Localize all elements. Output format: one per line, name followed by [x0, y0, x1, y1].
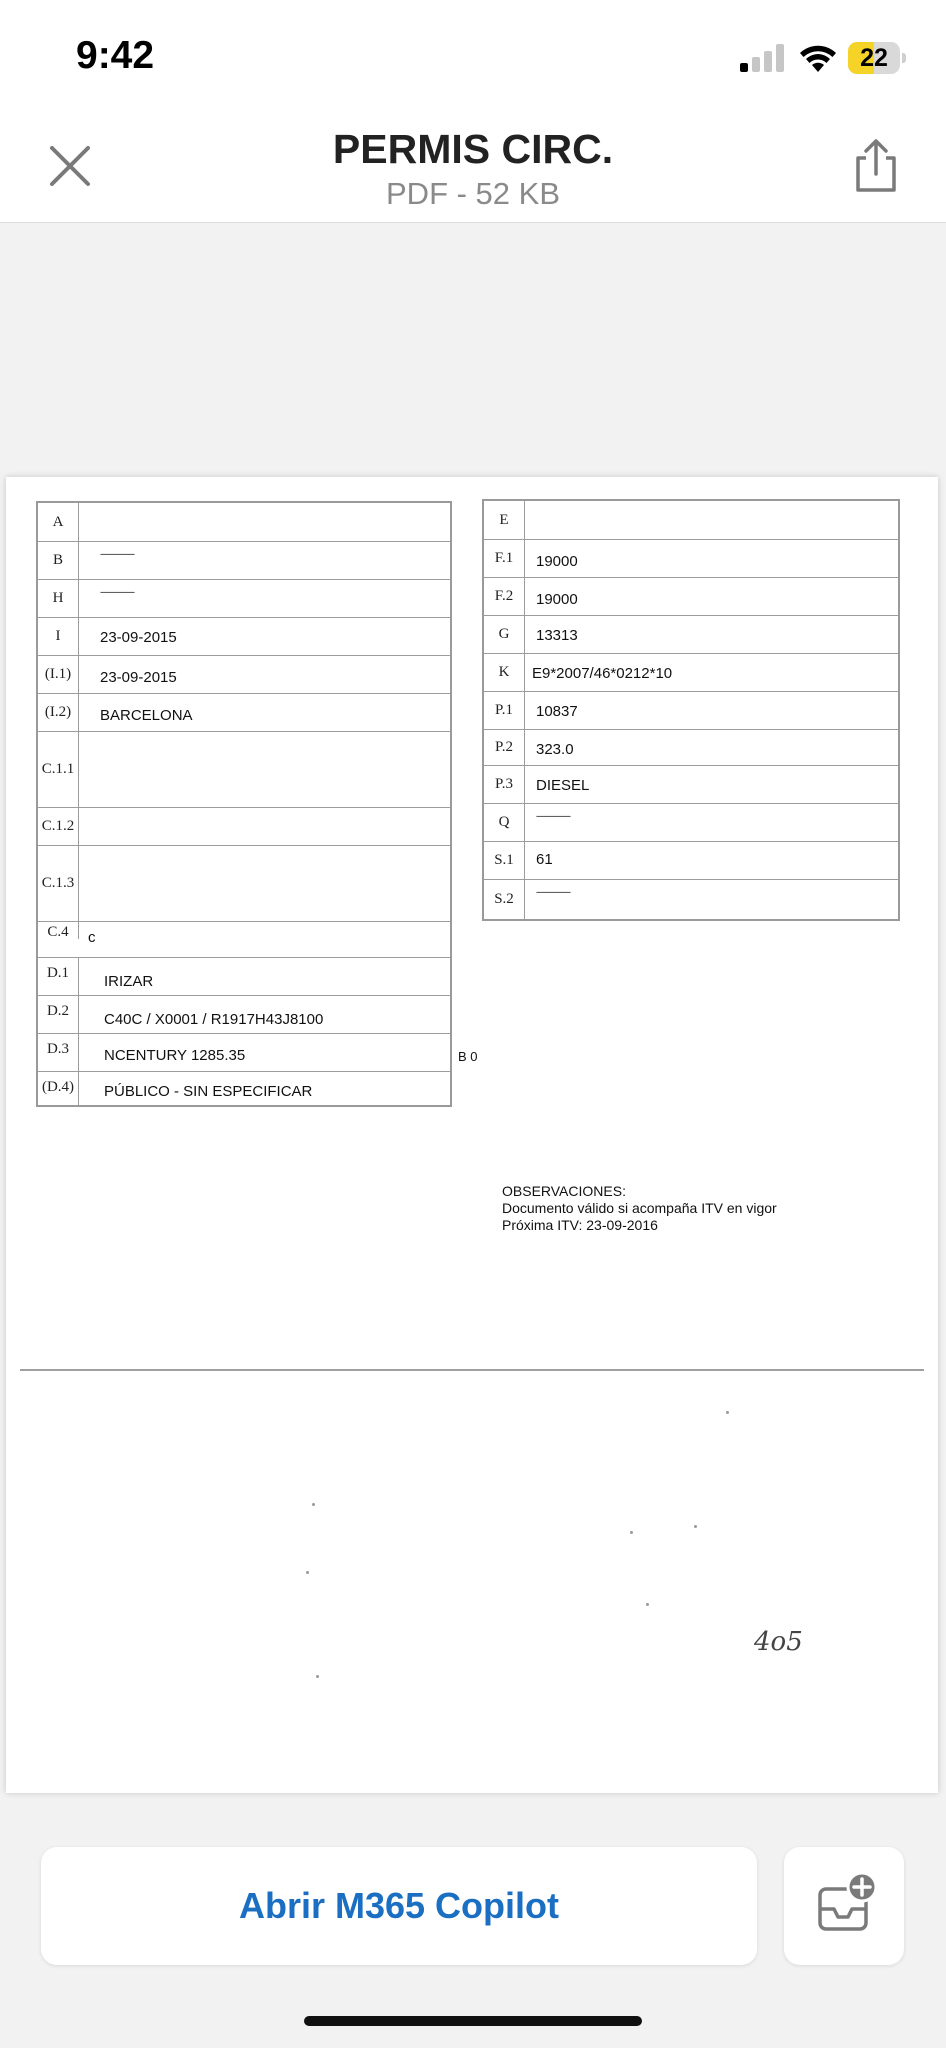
field-row [484, 841, 898, 880]
field-row [38, 579, 450, 618]
status-bar [0, 0, 946, 110]
field-value: C40C / X0001 / R1917H43J8100 [104, 1011, 324, 1028]
field-row [38, 957, 450, 996]
field-row [38, 807, 450, 846]
field-value: IRIZAR [104, 973, 154, 990]
field-code: C.1.3 [38, 845, 79, 921]
field-value: 23-09-2015 [100, 629, 177, 646]
field-row [38, 845, 450, 922]
field-row [484, 501, 898, 540]
field-row [38, 655, 450, 694]
field-value: ----------------- [100, 549, 134, 559]
field-row [38, 995, 450, 1034]
field-row [38, 1071, 450, 1105]
field-value: 19000 [536, 591, 578, 608]
scan-speck [630, 1531, 633, 1534]
field-row [484, 539, 898, 578]
observations-title: OBSERVACIONES: [502, 1183, 626, 1199]
status-time: 9:42 [76, 34, 155, 77]
field-code: F.2 [484, 577, 525, 615]
page-divider [20, 1369, 924, 1371]
field-code: S.2 [484, 879, 525, 919]
add-to-mail-button[interactable] [784, 1847, 904, 1965]
cellular-signal-icon [740, 44, 786, 72]
right-field-table [482, 499, 900, 921]
scan-speck [726, 1411, 729, 1414]
field-code: K [484, 653, 525, 691]
handwritten-number: 4o5 [754, 1627, 803, 1657]
field-row [38, 617, 450, 656]
field-code: D.1 [38, 957, 79, 995]
field-code: C.4 [38, 921, 79, 939]
battery-icon [848, 42, 906, 74]
scan-speck [646, 1603, 649, 1606]
field-code: H [38, 579, 79, 617]
field-row [484, 729, 898, 766]
field-row [484, 765, 898, 804]
field-code: P.2 [484, 729, 525, 765]
field-value: 61 [536, 851, 553, 868]
field-code: P.1 [484, 691, 525, 729]
field-code: I [38, 617, 79, 655]
observations-line: Próxima ITV: 23-09-2016 [502, 1217, 658, 1233]
field-row [484, 691, 898, 730]
field-value: ----------------- [536, 887, 570, 897]
field-code: G [484, 615, 525, 653]
share-icon[interactable] [846, 136, 906, 196]
field-code: F.1 [484, 539, 525, 577]
document-subtitle: PDF - 52 KB [386, 176, 560, 211]
left-field-table [36, 501, 452, 1107]
field-value: PÚBLICO - SIN ESPECIFICAR [104, 1083, 313, 1100]
field-row [484, 803, 898, 842]
field-value: BARCELONA [100, 707, 193, 724]
field-value: ----------------- [100, 587, 134, 597]
field-code: Q [484, 803, 525, 841]
field-code: C.1.2 [38, 807, 79, 845]
field-code: P.3 [484, 765, 525, 803]
field-row [38, 731, 450, 808]
scan-speck [694, 1525, 697, 1528]
field-row [38, 1033, 450, 1072]
document-title: PERMIS CIRC. [332, 126, 614, 172]
field-value: 23-09-2015 [100, 669, 177, 686]
battery-level: 22 [860, 44, 888, 72]
open-copilot-button[interactable]: Abrir M365 Copilot [41, 1847, 757, 1965]
field-code: C.1.1 [38, 731, 79, 807]
field-code: (I.1) [38, 655, 79, 693]
field-row [38, 921, 450, 958]
observations-line: Documento válido si acompaña ITV en vigor [502, 1200, 777, 1216]
field-code: D.2 [38, 995, 79, 1033]
field-code: E [484, 501, 525, 539]
scan-speck [306, 1571, 309, 1574]
pdf-page [6, 477, 938, 1793]
field-value: c [88, 929, 96, 946]
field-value: E9*2007/46*0212*10 [532, 665, 673, 682]
field-code: S.1 [484, 841, 525, 879]
field-value: 19000 [536, 553, 578, 570]
field-code: A [38, 503, 79, 541]
field-value: 10837 [536, 703, 578, 720]
field-row [38, 693, 450, 732]
field-value: DIESEL [536, 777, 590, 794]
field-row [484, 615, 898, 654]
field-code: (D.4) [38, 1071, 79, 1105]
pdf-viewer[interactable] [0, 223, 946, 1823]
field-value: 323.0 [536, 741, 574, 758]
field-row [484, 653, 898, 692]
observations-block [502, 1183, 777, 1234]
document-header [0, 110, 946, 223]
wifi-icon [798, 42, 838, 74]
field-row [484, 879, 898, 919]
field-code: D.3 [38, 1033, 79, 1071]
field-row [38, 541, 450, 580]
field-value: NCENTURY 1285.35 [104, 1047, 246, 1064]
field-value: ----------------- [536, 811, 570, 821]
bottom-bar [0, 1823, 946, 2048]
scan-speck [312, 1503, 315, 1506]
side-mark: B 0 [458, 1049, 478, 1064]
mail-add-icon [784, 1847, 904, 1965]
scan-speck [316, 1675, 319, 1678]
field-row [484, 577, 898, 616]
field-row [38, 503, 450, 542]
field-code: (I.2) [38, 693, 79, 731]
field-value: 13313 [536, 627, 578, 644]
home-indicator [304, 2016, 642, 2026]
field-code: B [38, 541, 79, 579]
